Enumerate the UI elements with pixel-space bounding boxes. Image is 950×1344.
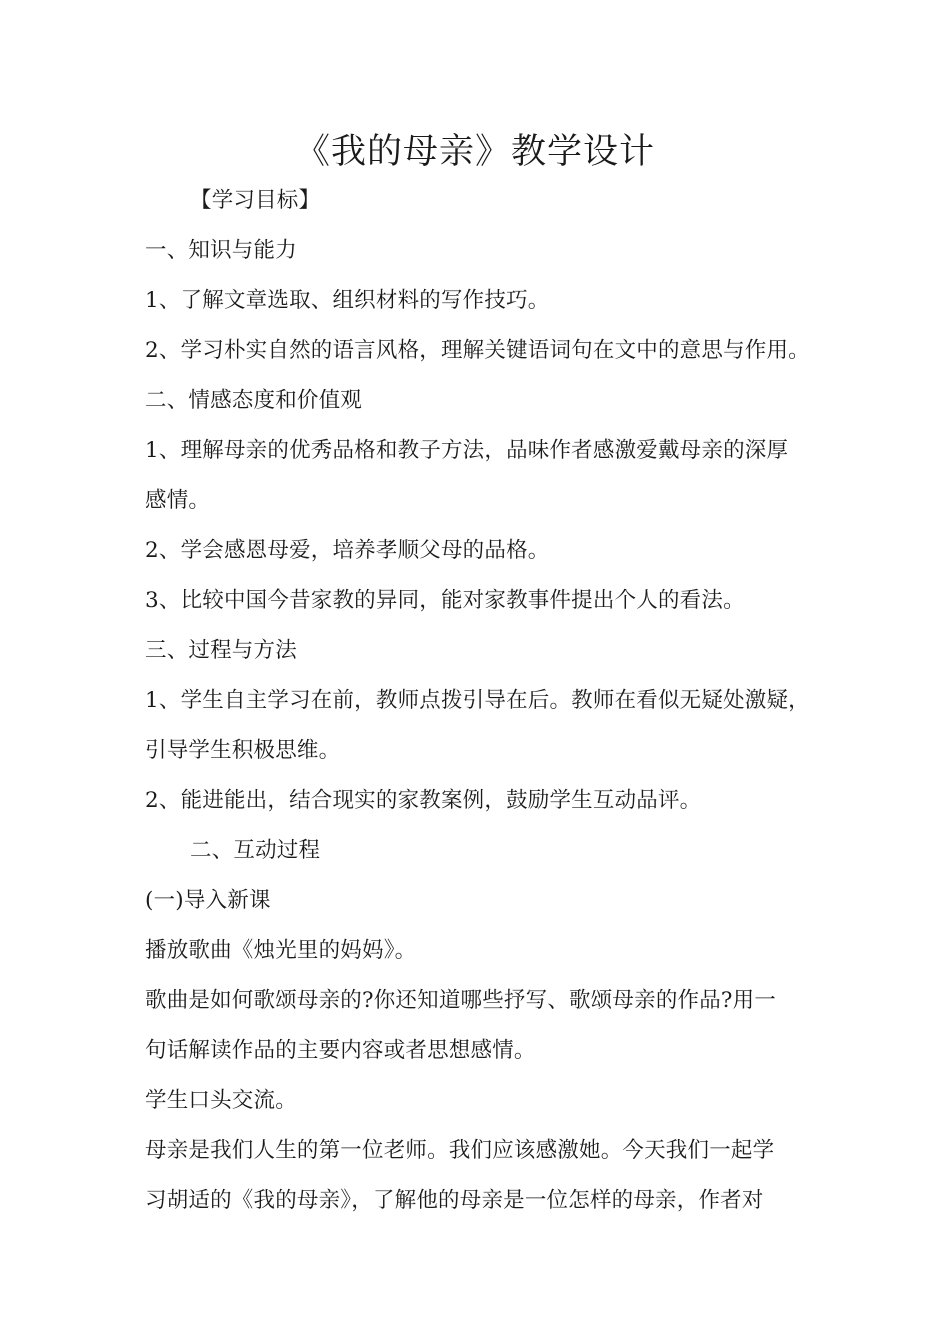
document-title: 《我的母亲》教学设计	[294, 132, 655, 172]
paragraph-line: 1、学生自主学习在前，教师点拨引导在后。教师在看似无疑处激疑，	[145, 688, 810, 713]
section-heading-knowledge: 一、知识与能力	[145, 238, 297, 263]
paragraph-line: 引导学生积极思维。	[145, 738, 341, 763]
paragraph-line: 1、理解母亲的优秀品格和教子方法，品味作者感激爱戴母亲的深厚	[145, 438, 789, 463]
paragraph-line: 2、学会感恩母爱，培养孝顺父母的品格。	[145, 538, 550, 563]
section-heading-learning-goals: 【学习目标】	[190, 188, 321, 213]
section-heading-emotion: 二、情感态度和价值观	[145, 388, 363, 413]
paragraph-line: 1、了解文章选取、组织材料的写作技巧。	[145, 288, 550, 313]
paragraph-line: 2、能进能出，结合现实的家教案例，鼓励学生互动品评。	[145, 788, 702, 813]
paragraph-line: 2、学习朴实自然的语言风格，理解关键语词句在文中的意思与作用。	[145, 338, 810, 363]
section-heading-interaction: 二、互动过程	[190, 838, 321, 863]
paragraph-line: 感情。	[145, 488, 211, 513]
paragraph-line: 歌曲是如何歌颂母亲的?你还知道哪些抒写、歌颂母亲的作品?用一	[145, 988, 777, 1013]
paragraph-line: 学生口头交流。	[145, 1088, 297, 1113]
section-heading-process: 三、过程与方法	[145, 638, 297, 663]
subsection-heading-intro: (一)导入新课	[145, 888, 271, 913]
paragraph-line: 播放歌曲《烛光里的妈妈》。	[145, 938, 417, 963]
paragraph-line: 习胡适的《我的母亲》，了解他的母亲是一位怎样的母亲，作者对	[145, 1188, 764, 1213]
paragraph-line: 母亲是我们人生的第一位老师。我们应该感激她。今天我们一起学	[145, 1138, 775, 1163]
paragraph-line: 句话解读作品的主要内容或者思想感情。	[145, 1038, 536, 1063]
paragraph-line: 3、比较中国今昔家教的异同，能对家教事件提出个人的看法。	[145, 588, 745, 613]
